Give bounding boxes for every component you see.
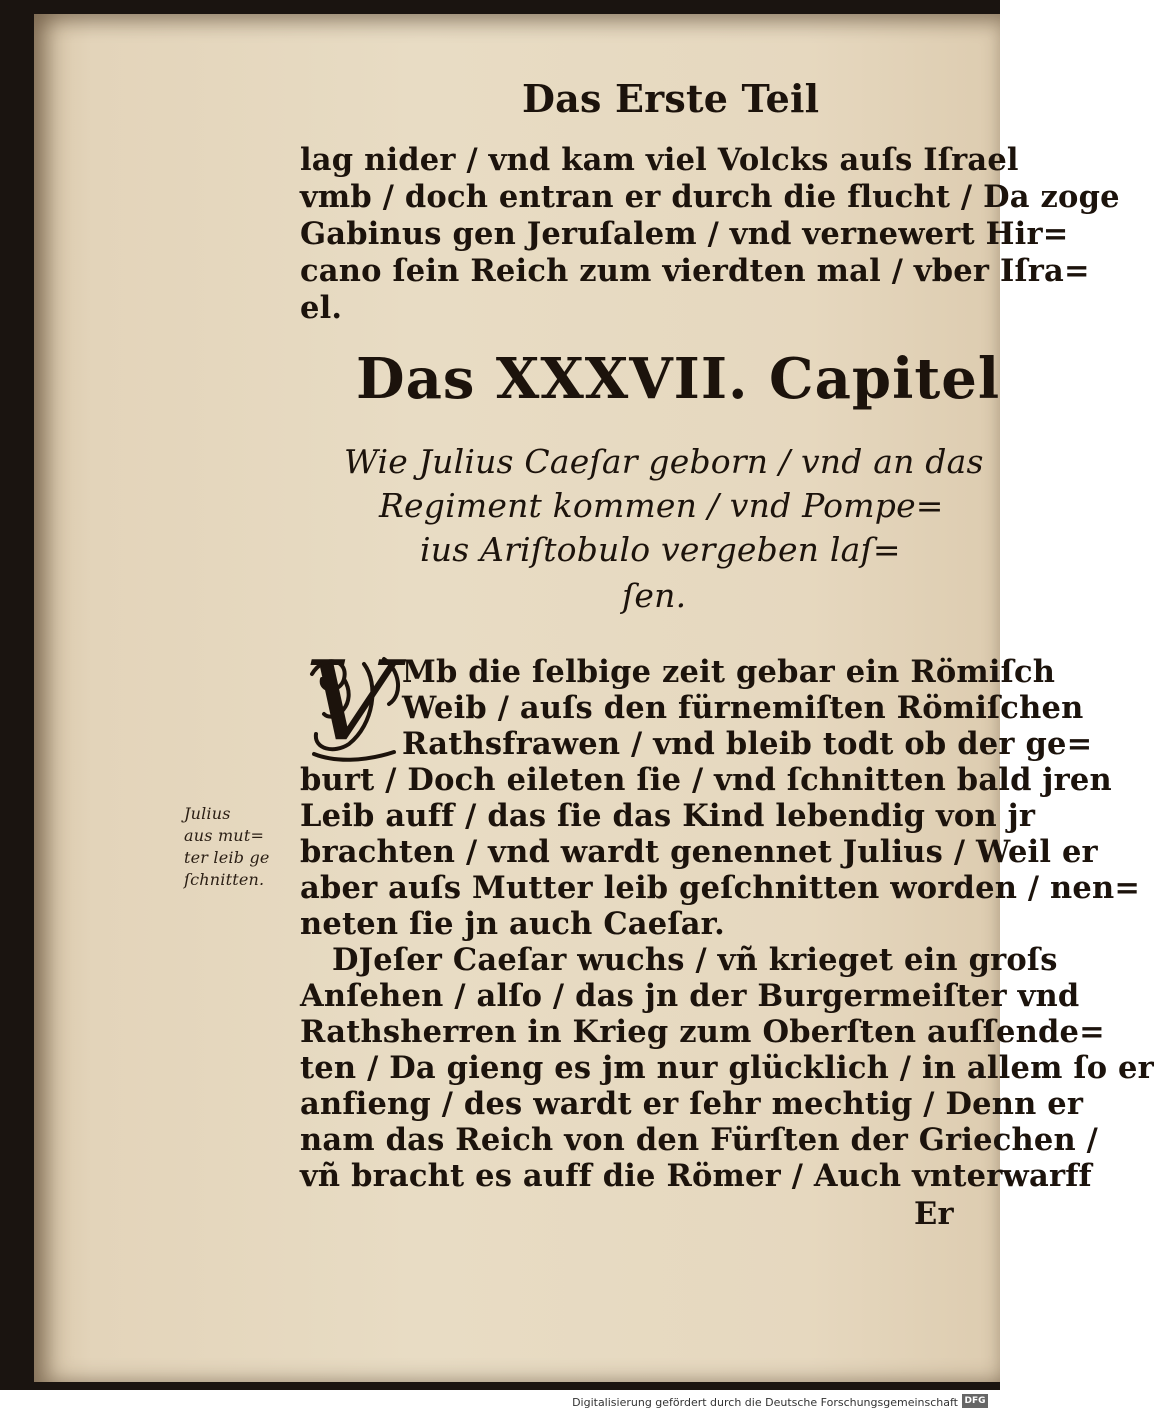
chapter-summary-line: Wie Julius Caeſar geborn / vnd an das	[344, 442, 984, 481]
paragraph-line: ten / Da gieng es jm nur glücklich / in allem ſo er	[300, 1050, 1154, 1086]
paragraph-line: vñ bracht es auff die Römer / Auch vnterwarff	[300, 1158, 1092, 1194]
intro-line: Gabinus gen Jeruſalem / vnd vernewert Hir=	[300, 216, 1069, 252]
paragraph-line: aber auſs Mutter leib geſchnitten worden / nen=	[300, 870, 1141, 906]
paragraph-line: burt / Doch eileten ſie / vnd ſchnitten bald jren	[300, 762, 1112, 798]
intro-line: el.	[300, 290, 343, 326]
paragraph-line: Anſehen / alſo / das jn der Burgermeiſter vnd	[300, 978, 1080, 1014]
paragraph-line: nam das Reich von den Fürſten der Griechen /	[300, 1122, 1098, 1158]
footer-bar	[0, 1390, 1000, 1414]
margin-note-line: Julius	[184, 804, 231, 823]
chapter-summary-line: Regiment kommen / vnd Pompe=	[379, 486, 944, 525]
paragraph-line: Leib auff / das ſie das Kind lebendig von jr	[300, 798, 1036, 834]
paragraph-line: brachten / vnd wardt genennet Julius / Weil er	[300, 834, 1098, 870]
margin-note-line: ſchnitten.	[184, 870, 265, 889]
margin-note-line: aus mut=	[184, 826, 265, 845]
funding-credit: Digitalisierung gefördert durch die Deutsche Forschungsgemeinschaft	[572, 1396, 958, 1409]
paragraph-line: anfieng / des wardt er ſehr mechtig / Denn er	[300, 1086, 1084, 1122]
initial-letter: V	[304, 637, 396, 765]
paragraph-line: Mb die ſelbige zeit gebar ein Römiſch	[402, 654, 1056, 690]
dfg-logo: DFG	[962, 1394, 988, 1408]
page-text	[34, 14, 1154, 1382]
paragraph-line: Weib / auſs den fürnemiſten Römiſchen	[402, 690, 1084, 726]
intro-line: cano ſein Reich zum vierdten mal / vber Iſra=	[300, 253, 1090, 289]
intro-line: lag nider / vnd kam viel Volcks auſs Iſrael	[300, 142, 1019, 178]
paragraph-line: Rathsherren in Krieg zum Oberſten auſſende=	[300, 1014, 1105, 1050]
paragraph-line: neten ſie jn auch Caeſar.	[300, 906, 725, 942]
margin-note-line: ter leib ge	[184, 848, 270, 867]
book-page	[34, 14, 1154, 1382]
chapter-summary-line: ius Ariſtobulo vergeben laſ=	[420, 530, 901, 569]
chapter-title: Das XXXVII. Capitel	[356, 346, 1001, 412]
paragraph-line: Rathsfrawen / vnd bleib todt ob der ge=	[402, 726, 1093, 762]
intro-line: vmb / doch entran er durch die flucht / Da zoge	[300, 179, 1120, 215]
running-head: Das Erste Teil	[522, 76, 820, 121]
chapter-summary-line: ſen.	[622, 576, 687, 615]
paragraph-line: DJeſer Caeſar wuchs / vñ krieget ein groſs	[332, 942, 1058, 978]
catchword: Er	[914, 1196, 954, 1232]
